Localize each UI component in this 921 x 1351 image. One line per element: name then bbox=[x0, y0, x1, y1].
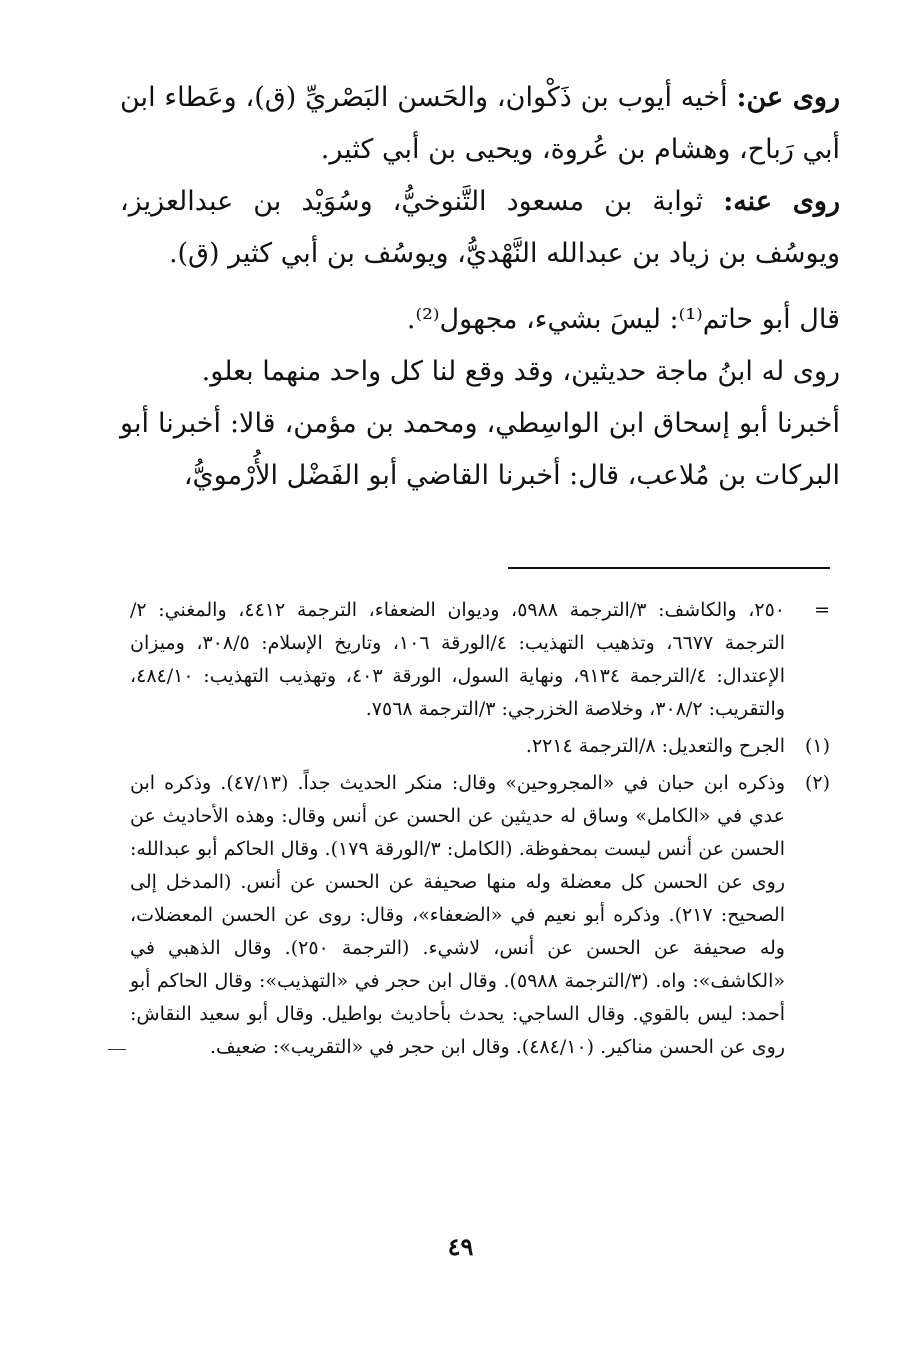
footnote-continuation bbox=[130, 594, 830, 726]
main-text bbox=[120, 72, 840, 502]
label-narrated-by: روى عنه: bbox=[723, 186, 840, 217]
label-narrated-from: روى عن: bbox=[736, 82, 840, 113]
paragraph-chain: أخبرنا أبو إسحاق ابن الواسِطي، ومحمد بن مؤمن، قالا: أخبرنا أبو البركات بن مُلاعب، قال: أخبرنا القاضي أبو الفَضْل الأُرْمويُّ، bbox=[120, 408, 840, 491]
footnotes bbox=[130, 594, 830, 1068]
page-number: ٤٩ bbox=[447, 1232, 474, 1261]
footnote-continuation-text: ٢٥٠، والكاشف: ٣/الترجمة ٥٩٨٨، وديوان الضعفاء، الترجمة ٤٤١٢، والمغني: ٢/الترجمة ٦٦٧٧، وتذهيب التهذيب: ٤/الورقة ١٠٦، وتاريخ الإسلام: ٣٠٨/٥، وميزان الإعتدال: ٤/الترجمة ٩١٣٤، ونهاية السول، الورقة ٤٠٣، وتهذيب التهذيب: ٤٨٤/١٠، والتقريب: ٣٠٨/٢، وخلاصة الخزرجي: ٣/الترجمة ٧٥٦٨. bbox=[130, 599, 785, 720]
continuation-dash bbox=[108, 1049, 126, 1050]
text-narrated-from: أخيه أيوب بن ذَكْوان، والحَسن البَصْريِّ (ق)، وعَطاء ابن أبي رَباح، وهشام بن عُروة، ويحيى بن أبي كثير. bbox=[120, 82, 840, 165]
text-narrated-by: ثوابة بن مسعود التَّنوخيُّ، وسُوَيْد بن عبدالعزيز، ويوسُف بن زياد بن عبدالله النَّهْديُّ، ويوسُف بن أبي كثير (ق). bbox=[120, 186, 840, 269]
footnote-text: وذكره ابن حبان في «المجروحين» وقال: منكر الحديث جداً. (٤٧/١٣). وذكره ابن عدي في «الكامل» وساق له حديثين عن الحسن عن أنس وقال: وهذه الأحاديث عن الحسن عن أنس ليست بمحفوظة. (الكامل: ٣/الورقة ١٧٩). وقال الحاكم أبو عبدالله: روى عن الحسن كل معضلة وله منها صحيفة عن الحسن عن أنس. (المدخل إلى الصحيح: ٢١٧). وذكره أبو نعيم في «الضعفاء»، وقال: روى عن الحسن المعضلات، وله صحيفة عن الحسن عن أنس، لاشيء. (الترجمة ٢٥٠). وقال الذهبي في «الكاشف»: واه. (٣/الترجمة ٥٩٨٨). وقال ابن حجر في «التهذيب»: وقال الحاكم أبو أحمد: ليس بالقوي. وقال الساجي: يحدث بأحاديث بواطيل. وقال أبو سعيد النقاش: روى عن الحسن مناكير. (٤٨٤/١٠). وقال ابن حجر في «التقريب»: ضعيف. bbox=[130, 772, 785, 1058]
footnote-2 bbox=[130, 767, 830, 1064]
footnote-number: (٢) bbox=[804, 772, 830, 794]
footnote-number: (١) bbox=[804, 735, 830, 757]
continuation-mark: = bbox=[814, 599, 830, 621]
footnote-text: الجرح والتعديل: ٨/الترجمة ٢٢١٤. bbox=[525, 735, 785, 757]
paragraph-abu-hatim: قال أبو حاتم⁽¹⁾: ليسَ بشيء، مجهول⁽²⁾. bbox=[406, 304, 840, 335]
footnote-divider bbox=[508, 567, 830, 569]
paragraph-narrated-by bbox=[120, 176, 840, 280]
paragraph-narrated-from bbox=[120, 72, 840, 176]
paragraph-ibn-majah: روى له ابنُ ماجة حديثين، وقد وقع لنا كل واحد منهما بعلو. bbox=[201, 356, 840, 387]
footnote-1 bbox=[130, 730, 830, 763]
